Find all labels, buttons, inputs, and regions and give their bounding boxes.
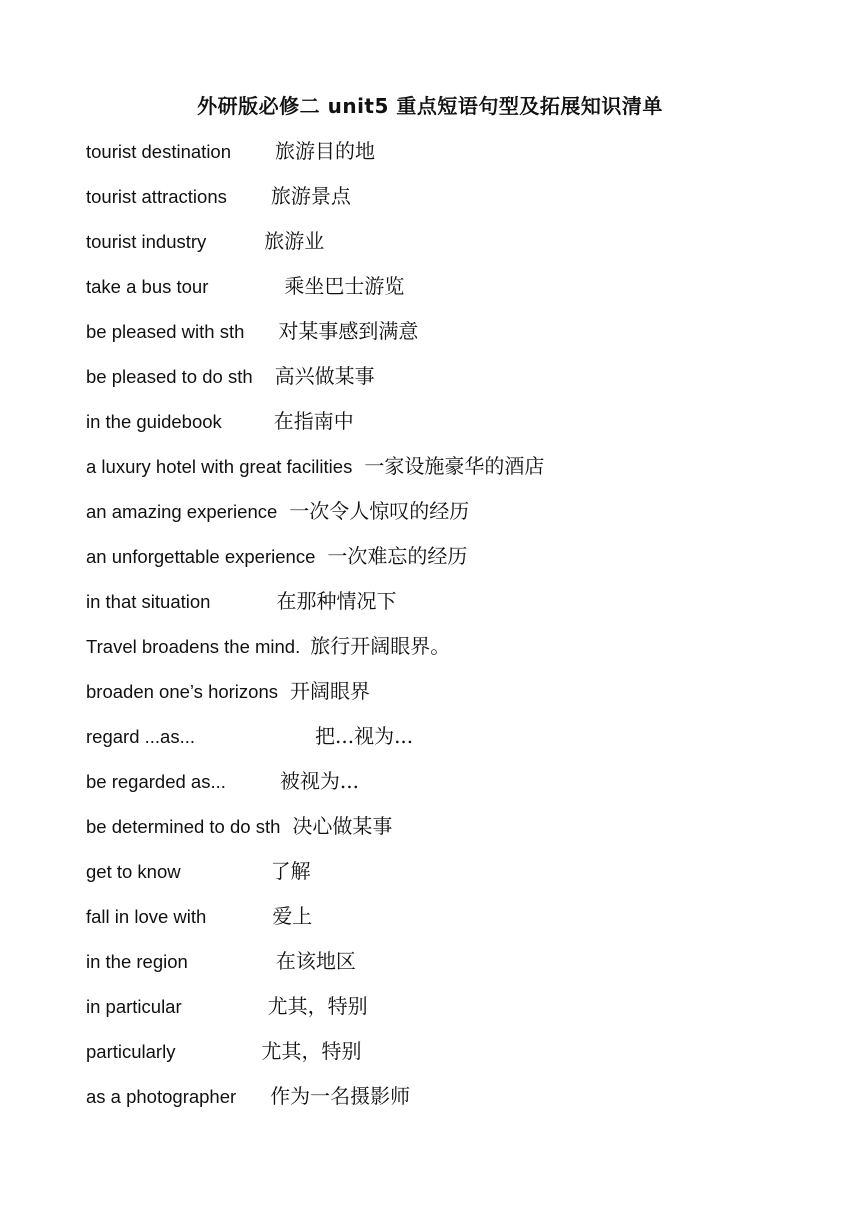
phrase-english: tourist attractions: [86, 186, 227, 207]
list-item: [86, 496, 806, 541]
list-item: [86, 361, 806, 406]
phrase-english: be determined to do sth: [86, 816, 281, 837]
phrase-english: as a photographer: [86, 1086, 237, 1107]
phrase-chinese: 对某事感到满意: [278, 319, 419, 343]
list-item: [86, 271, 806, 316]
phrase-english: tourist industry: [86, 231, 207, 252]
list-item: [86, 676, 806, 721]
list-item: [86, 136, 806, 181]
phrase-chinese: 乘坐巴士游览: [284, 274, 405, 298]
phrase-chinese: 一次难忘的经历: [327, 544, 468, 568]
phrase-english: an amazing experience: [86, 501, 278, 522]
phrase-english: broaden one’s horizons: [86, 681, 278, 702]
phrase-chinese: 旅游目的地: [275, 139, 376, 163]
phrase-english: in the guidebook: [86, 411, 222, 432]
phrase-chinese: 爱上: [272, 904, 313, 928]
phrase-english: regard ...as...: [86, 726, 195, 747]
list-item: [86, 946, 806, 991]
list-item: [86, 181, 806, 226]
list-item: [86, 811, 806, 856]
phrase-english: in particular: [86, 996, 182, 1017]
phrase-chinese: 一家设施豪华的酒店: [364, 454, 545, 478]
phrase-chinese: 在该地区: [275, 949, 356, 973]
phrase-english: be pleased with sth: [86, 321, 245, 342]
list-item: [86, 1036, 806, 1081]
phrase-chinese: 高兴做某事: [274, 364, 375, 388]
phrase-chinese: 旅游业: [264, 229, 325, 253]
phrase-chinese: 旅行开阔眼界。: [310, 634, 451, 658]
phrase-english: tourist destination: [86, 141, 232, 162]
page-title: 外研版必修二 unit5 重点短语句型及拓展知识清单: [197, 94, 663, 118]
phrase-chinese: 旅游景点: [270, 184, 351, 208]
phrase-english: particularly: [86, 1041, 176, 1062]
list-item: [86, 451, 806, 496]
phrase-english: in the region: [86, 951, 188, 972]
list-item: [86, 586, 806, 631]
phrase-english: be pleased to do sth: [86, 366, 253, 387]
list-item: [86, 316, 806, 361]
phrase-english: a luxury hotel with great facilities: [86, 456, 353, 477]
list-item: [86, 226, 806, 271]
list-item: [86, 901, 806, 946]
phrase-chinese: 尤其，特别: [261, 1039, 362, 1063]
phrase-chinese: 在那种情况下: [276, 589, 397, 613]
phrase-chinese: 尤其，特别: [267, 994, 368, 1018]
phrase-chinese: 决心做某事: [292, 814, 393, 838]
phrase-english: get to know: [86, 861, 181, 882]
phrase-chinese: 被视为...: [279, 769, 359, 793]
phrase-chinese: 把...视为...: [315, 724, 414, 748]
phrase-english: in that situation: [86, 591, 211, 612]
list-item: [86, 991, 806, 1036]
list-item: [86, 541, 806, 586]
phrase-list: [86, 136, 806, 1126]
list-item: [86, 631, 806, 676]
phrase-english: Travel broadens the mind.: [86, 636, 301, 657]
list-item: [86, 856, 806, 901]
phrase-chinese: 在指南中: [273, 409, 354, 433]
list-item: [86, 721, 806, 766]
phrase-chinese: 作为一名摄影师: [270, 1084, 411, 1108]
list-item: [86, 1081, 806, 1126]
list-item: [86, 766, 806, 811]
phrase-chinese: 开阔眼界: [290, 679, 370, 703]
phrase-english: be regarded as...: [86, 771, 226, 792]
phrase-chinese: 了解: [270, 859, 311, 883]
list-item: [86, 406, 806, 451]
phrase-english: an unforgettable experience: [86, 546, 316, 567]
phrase-english: fall in love with: [86, 906, 207, 927]
phrase-chinese: 一次令人惊叹的经历: [289, 499, 470, 523]
phrase-english: take a bus tour: [86, 276, 209, 297]
